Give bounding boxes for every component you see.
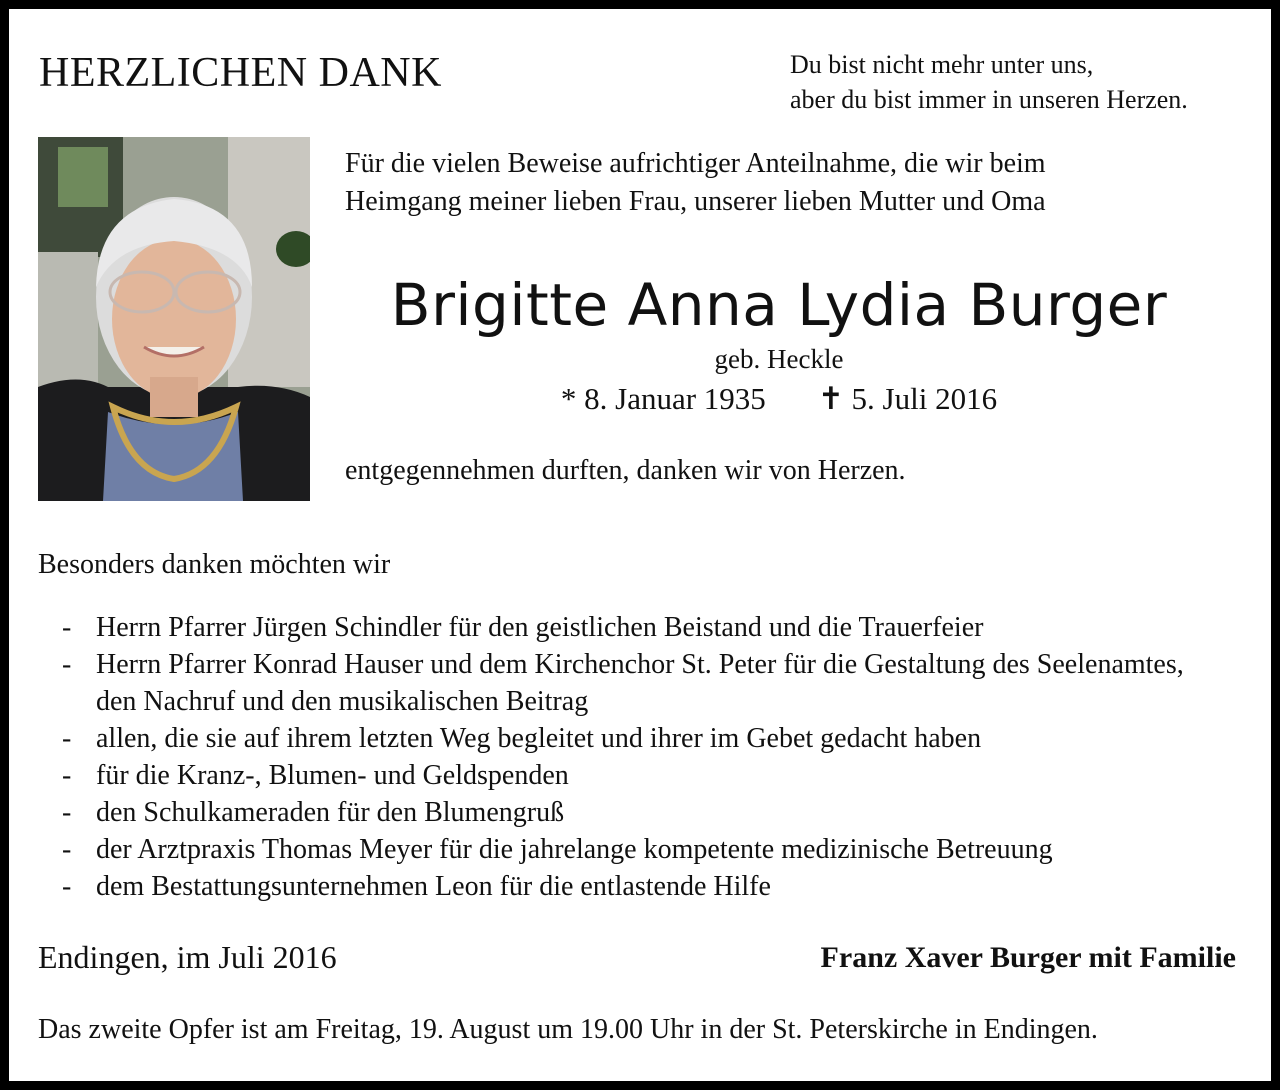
bullet-dash: -: [62, 723, 72, 754]
death-date: ✝ 5. Juli 2016: [817, 381, 998, 416]
maiden-name: geb. Heckle: [714, 344, 844, 374]
bullet-dash: -: [62, 612, 72, 643]
list-item: [38, 646, 1216, 720]
signature: Franz Xaver Burger mit Familie: [820, 941, 1236, 974]
birth-date: * 8. Januar 1935: [560, 381, 766, 416]
bullet-dash: -: [62, 871, 72, 902]
list-item-text: für die Kranz-, Blumen- und Geldspenden: [96, 760, 569, 791]
intro-text: [345, 145, 1046, 221]
list-item-text: allen, die sie auf ihrem letzten Weg begleitet und ihrer im Gebet gedacht haben: [96, 723, 982, 754]
list-item: [38, 720, 1276, 757]
list-item: [38, 609, 1276, 646]
notice-title: HERZLICHEN DANK: [39, 50, 442, 96]
bullet-dash: -: [62, 760, 72, 791]
list-item-text: der Arztpraxis Thomas Meyer für die jahrelange kompetente medizinische Betreuung: [96, 834, 1053, 865]
list-item-text: dem Bestattungsunternehmen Leon für die entlastende Hilfe: [96, 871, 771, 902]
motto-line-1: Du bist nicht mehr unter uns,: [790, 50, 1094, 79]
list-item: [38, 794, 1276, 831]
motto-line-2: aber du bist immer in unseren Herzen.: [790, 85, 1188, 114]
bullet-dash: -: [62, 797, 72, 828]
life-dates: [309, 381, 1249, 417]
closing-text: entgegennehmen durften, danken wir von Herzen.: [345, 455, 906, 486]
intro-line-1: Für die vielen Beweise aufrichtiger Anteilnahme, die wir beim: [345, 148, 1046, 179]
list-item: [38, 757, 1276, 794]
thanks-heading: Besonders danken möchten wir: [38, 549, 391, 580]
thanks-list: [38, 609, 1276, 905]
place-date: Endingen, im Juli 2016: [38, 939, 337, 975]
intro-line-2: Heimgang meiner lieben Frau, unserer lieben Mutter und Oma: [345, 186, 1046, 217]
footer-note: Das zweite Opfer ist am Freitag, 19. August um 19.00 Uhr in der St. Peterskirche in Endingen.: [38, 1014, 1098, 1045]
portrait-photo: [38, 137, 310, 501]
bullet-dash: -: [62, 649, 72, 680]
list-item: [38, 868, 1276, 905]
memorial-motto: [790, 47, 1188, 117]
list-item-text: den Schulkameraden für den Blumengruß: [96, 797, 565, 828]
list-item: [38, 831, 1276, 868]
list-item-text: Herrn Pfarrer Konrad Hauser und dem Kirchenchor St. Peter für die Gestaltung des Seelenamtes, den Nachruf und den musikalischen Beitrag: [96, 649, 1184, 717]
bullet-dash: -: [62, 834, 72, 865]
list-item-text: Herrn Pfarrer Jürgen Schindler für den geistlichen Beistand und die Trauerfeier: [96, 612, 984, 643]
deceased-name: Brigitte Anna Lydia Burger: [390, 271, 1168, 339]
